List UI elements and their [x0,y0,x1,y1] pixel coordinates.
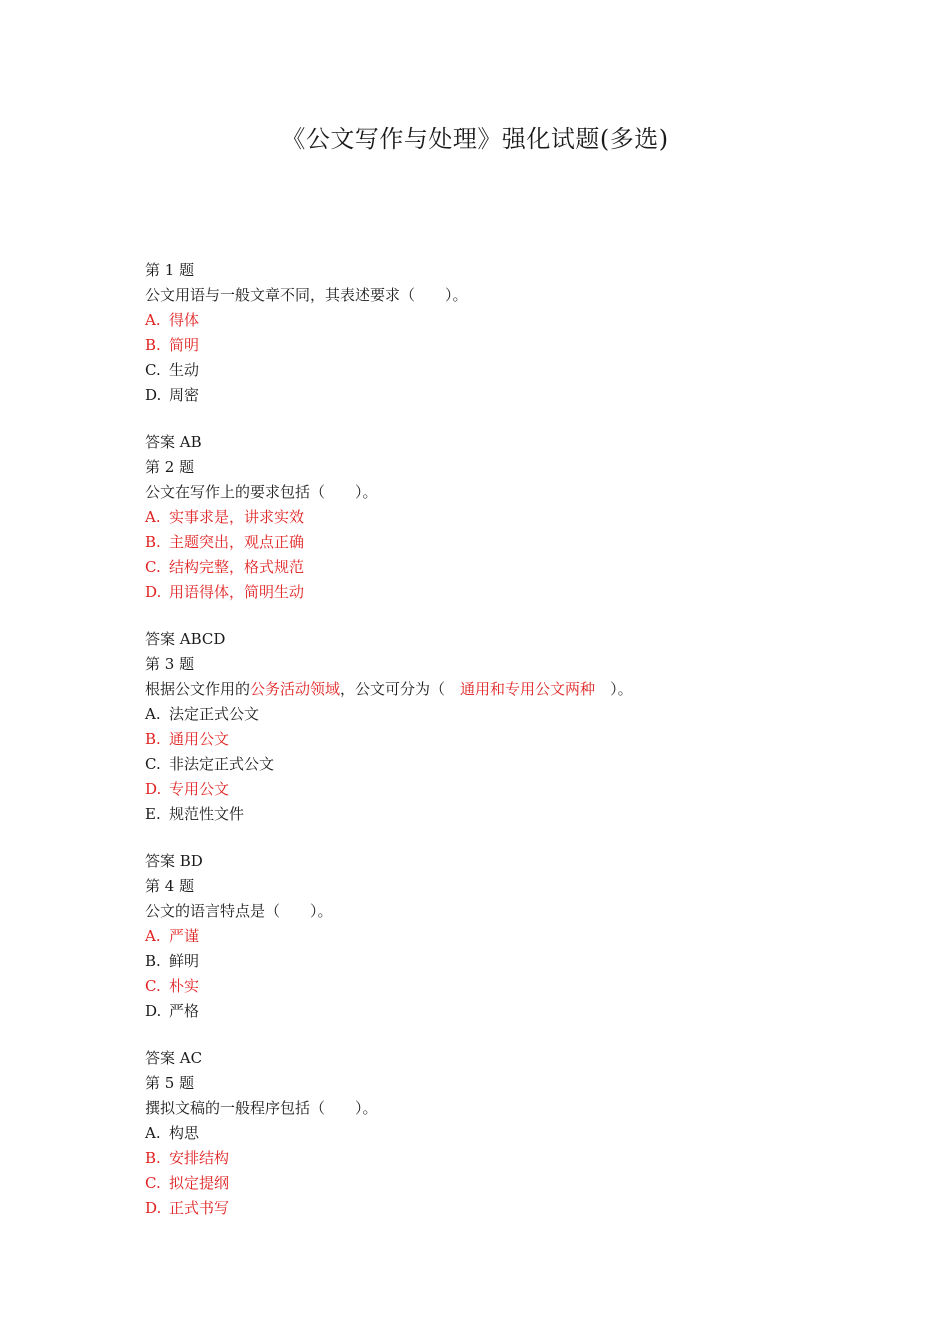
option-label: C. [145,1174,161,1192]
option-item [145,802,845,827]
option-label: B. [145,730,161,748]
spacer [145,1024,845,1046]
answer-line: 答案 BD [145,852,203,870]
option-text: 构思 [169,1124,200,1142]
stem-text: 公文用语与一般文章不同，其表述要求（ ）。 [145,286,468,304]
stem-text: 公务活动领域 [250,680,341,698]
stem-text: 根据公文作用的 [145,680,251,698]
option-label: C. [145,977,161,995]
option-item [145,1171,845,1196]
option-label: C. [145,558,161,576]
spacer [145,605,845,627]
option-label: A. [145,311,161,329]
option-item [145,777,845,802]
option-item [145,505,845,530]
option-label: A. [145,1124,161,1142]
option-text: 周密 [169,386,200,404]
option-text: 法定正式公文 [169,705,260,723]
option-item [145,555,845,580]
option-text: 得体 [169,311,200,329]
option-item [145,530,845,555]
option-label: A. [145,927,161,945]
question-stem [145,677,845,702]
option-item [145,1146,845,1171]
option-text: 严格 [169,1002,200,1020]
answer-line: 答案 AB [145,433,202,451]
option-label: B. [145,1149,161,1167]
option-label: D. [145,1199,162,1217]
question-heading: 第 4 题 [145,877,195,895]
spacer [145,408,845,430]
option-text: 专用公文 [169,780,230,798]
option-item [145,1196,845,1221]
question-heading: 第 1 题 [145,261,195,279]
option-label: B. [145,533,161,551]
option-text: 非法定正式公文 [169,755,275,773]
option-text: 正式书写 [169,1199,230,1217]
option-label: D. [145,1002,162,1020]
stem-text: ）。 [595,680,633,698]
option-label: D. [145,386,162,404]
option-item [145,383,845,408]
option-text: 简明 [169,336,200,354]
option-item [145,727,845,752]
option-text: 通用公文 [169,730,230,748]
question-list [145,258,845,1221]
option-item [145,702,845,727]
option-item [145,1121,845,1146]
option-item [145,752,845,777]
document-title: 《公文写作与处理》强化试题(多选) [281,125,669,153]
stem-text: 通用和专用公文两种 [460,680,596,698]
question-stem [145,480,845,505]
option-label: C. [145,755,161,773]
option-item [145,358,845,383]
stem-text: ，公文可分为（ [340,680,461,698]
option-text: 用语得体，简明生动 [169,583,305,601]
question-stem [145,283,845,308]
option-text: 规范性文件 [169,805,245,823]
option-item [145,974,845,999]
option-label: A. [145,508,161,526]
option-label: D. [145,583,162,601]
option-item [145,949,845,974]
option-text: 鲜明 [169,952,200,970]
answer-line: 答案 AC [145,1049,203,1067]
stem-text: 公文的语言特点是（ ）。 [145,902,333,920]
option-text: 拟定提纲 [169,1174,230,1192]
question-heading: 第 3 题 [145,655,195,673]
option-text: 结构完整，格式规范 [169,558,305,576]
option-item [145,924,845,949]
option-item [145,999,845,1024]
question-heading: 第 5 题 [145,1074,195,1092]
option-item [145,308,845,333]
option-text: 主题突出，观点正确 [169,533,305,551]
option-text: 朴实 [169,977,200,995]
option-text: 安排结构 [169,1149,230,1167]
option-text: 生动 [169,361,200,379]
option-text: 严谨 [169,927,200,945]
stem-text: 公文在写作上的要求包括（ ）。 [145,483,378,501]
option-label: B. [145,952,161,970]
option-item [145,333,845,358]
option-label: D. [145,780,162,798]
question-heading: 第 2 题 [145,458,195,476]
option-label: A. [145,705,161,723]
option-label: E. [145,805,161,823]
answer-line: 答案 ABCD [145,630,226,648]
question-stem [145,1096,845,1121]
spacer [145,827,845,849]
option-item [145,580,845,605]
option-label: B. [145,336,161,354]
stem-text: 撰拟文稿的一般程序包括（ ）。 [145,1099,378,1117]
option-text: 实事求是，讲求实效 [169,508,305,526]
question-stem [145,899,845,924]
option-label: C. [145,361,161,379]
